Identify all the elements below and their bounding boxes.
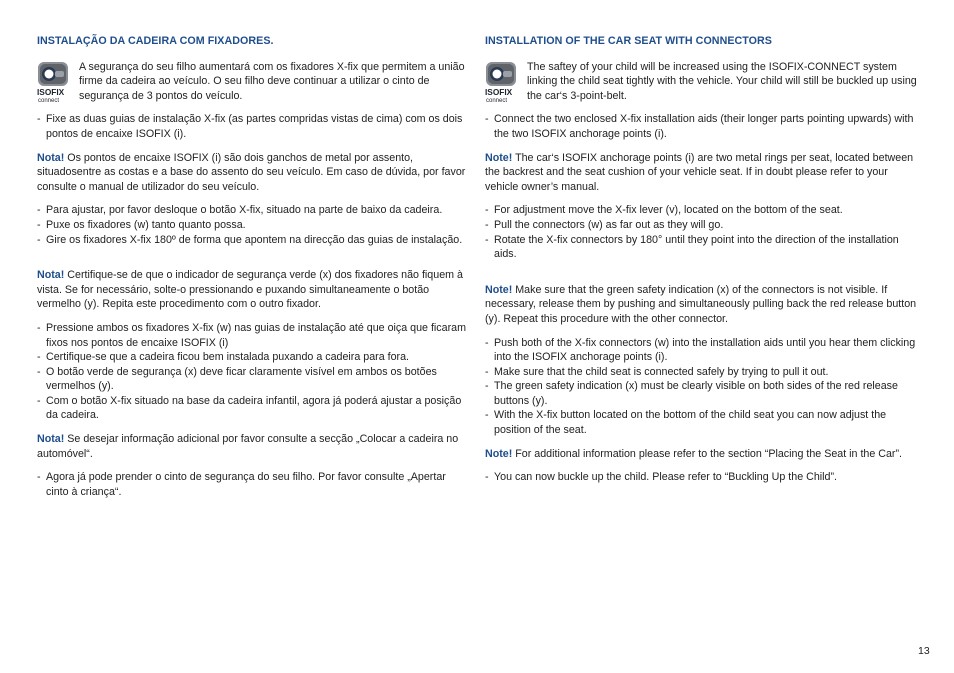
- note-label: Note!: [485, 447, 513, 460]
- list-item: - For adjustment move the X-fix lever (v), located on the bottom of the seat.: [485, 203, 917, 218]
- steps-list-4: [485, 470, 917, 485]
- note-label: Nota!: [37, 151, 65, 164]
- steps-list-2: [37, 203, 469, 247]
- note-label: Nota!: [37, 269, 65, 282]
- list-item: - With the X-fix button located on the bottom of the child seat you can now adjust the position of the seat.: [485, 408, 917, 437]
- intro-block: [37, 60, 469, 104]
- list-item: - Pull the connectors (w) as far out as they will go.: [485, 218, 917, 233]
- logo-subtext: connect: [486, 97, 508, 103]
- list-item: - Puxe os fixadores (w) tanto quanto possa.: [37, 218, 469, 233]
- note-paragraph: [485, 447, 917, 462]
- isofix-connect-logo-icon: [37, 61, 69, 103]
- intro-block: [485, 60, 917, 104]
- steps-list-1: [37, 112, 469, 141]
- note-paragraph: [37, 432, 469, 461]
- note-text: Certifique-se de que o indicador de segurança verde (x) dos fixadores não fiquem à vista. Se for necessário, solte-o pressionando e puxando simultaneamente o botão vermelho (y). Repita este procedimento com o outro fixador.: [37, 269, 463, 311]
- page-number: 13: [918, 645, 930, 657]
- logo-subtext: connect: [38, 97, 60, 103]
- note-paragraph: [37, 268, 469, 312]
- note-text: Os pontos de encaixe ISOFIX (i) são dois ganchos de metal por assento, situadosentre as costas e a base do assento do seu veículo. Em caso de dúvida, por favor consulte o manual de utilizador do seu veículo.: [37, 151, 466, 193]
- note-text: The car‘s ISOFIX anchorage points (i) are two metal rings per seat, located between the backrest and the seat cushion of your vehicle seat. If in doubt please refer to your vehicle owner’s manual.: [485, 151, 914, 193]
- note-text: Se desejar informação adicional por favor consulte a secção „Colocar a cadeira no automóvel“.: [37, 433, 459, 460]
- logo-text: ISOFIX: [485, 86, 513, 97]
- list-item: - Pressione ambos os fixadores X-fix (w) nas guias de instalação até que oiça que ficaram fixos nos pontos de encaixe ISOFIX (i): [37, 321, 469, 350]
- isofix-connect-logo-icon: [485, 61, 517, 103]
- list-item: - Para ajustar, por favor desloque o botão X-fix, situado na parte de baixo da cadeira.: [37, 203, 469, 218]
- intro-text: A segurança do seu filho aumentará com os fixadores X-fix que permitem a união firme da cadeira ao veículo. O seu filho deve continuar a utilizar o cinto de segurança de 3 pontos do veículo.: [79, 60, 465, 102]
- steps-list-4: [37, 470, 469, 499]
- note-label: Note!: [485, 151, 513, 164]
- list-item: - Certifique-se que a cadeira ficou bem instalada puxando a cadeira para fora.: [37, 350, 469, 365]
- list-item: - Com o botão X-fix situado na base da cadeira infantil, agora já poderá ajustar a posição da cadeira.: [37, 394, 469, 423]
- list-item: - The green safety indication (x) must be clearly visible on both sides of the red release buttons (y).: [485, 379, 917, 408]
- section-heading: INSTALAÇÃO DA CADEIRA COM FIXADORES.: [37, 35, 274, 47]
- section-heading: INSTALLATION OF THE CAR SEAT WITH CONNECTORS: [485, 35, 772, 47]
- list-item: - Make sure that the child seat is connected safely by trying to pull it out.: [485, 365, 917, 380]
- list-item: - Agora já pode prender o cinto de segurança do seu filho. Por favor consulte „Apertar cinto à criança“.: [37, 470, 469, 499]
- list-item: - Rotate the X-fix connectors by 180° until they point into the direction of the installation aids.: [485, 233, 917, 262]
- note-paragraph: [485, 283, 917, 327]
- list-item: - O botão verde de segurança (x) deve ficar claramente visível em ambos os botões vermelhos (y).: [37, 365, 469, 394]
- note-label: Note!: [485, 283, 513, 296]
- right-column: [485, 34, 917, 485]
- steps-list-3: [485, 336, 917, 438]
- logo-text: ISOFIX: [37, 86, 65, 97]
- intro-text: The saftey of your child will be increased using the ISOFIX-CONNECT system linking the child seat tightly with the vehicle. Your child will still be buckled up using the car‘s 3-point-belt.: [527, 60, 917, 102]
- note-text: Make sure that the green safety indication (x) of the connectors is not visible. If necessary, release them by pushing and simultaneously pulling back the red release button (y). Repeat this procedure with the other connector.: [485, 283, 917, 325]
- note-text: For additional information please refer to the section “Placing the Seat in the Car”.: [512, 447, 903, 460]
- note-label: Nota!: [37, 433, 65, 446]
- steps-list-1: [485, 112, 917, 141]
- list-item: - You can now buckle up the child. Please refer to “Buckling Up the Child”.: [485, 470, 917, 485]
- note-paragraph: [485, 151, 917, 195]
- list-item: - Fixe as duas guias de instalação X-fix (as partes compridas vistas de cima) com os dois pontos de encaixe ISOFIX (i).: [37, 112, 469, 141]
- steps-list-3: [37, 321, 469, 423]
- list-item: - Gire os fixadores X-fix 180º de forma que apontem na direcção das guias de instalação.: [37, 233, 469, 248]
- list-item: - Connect the two enclosed X-fix installation aids (their longer parts pointing upwards) with the two ISOFIX anchorage points (i).: [485, 112, 917, 141]
- left-column: [37, 34, 469, 499]
- list-item: - Push both of the X-fix connectors (w) into the installation aids until you hear them clicking into the ISOFIX anchorage points (i).: [485, 336, 917, 365]
- note-paragraph: [37, 151, 469, 195]
- steps-list-2: [485, 203, 917, 261]
